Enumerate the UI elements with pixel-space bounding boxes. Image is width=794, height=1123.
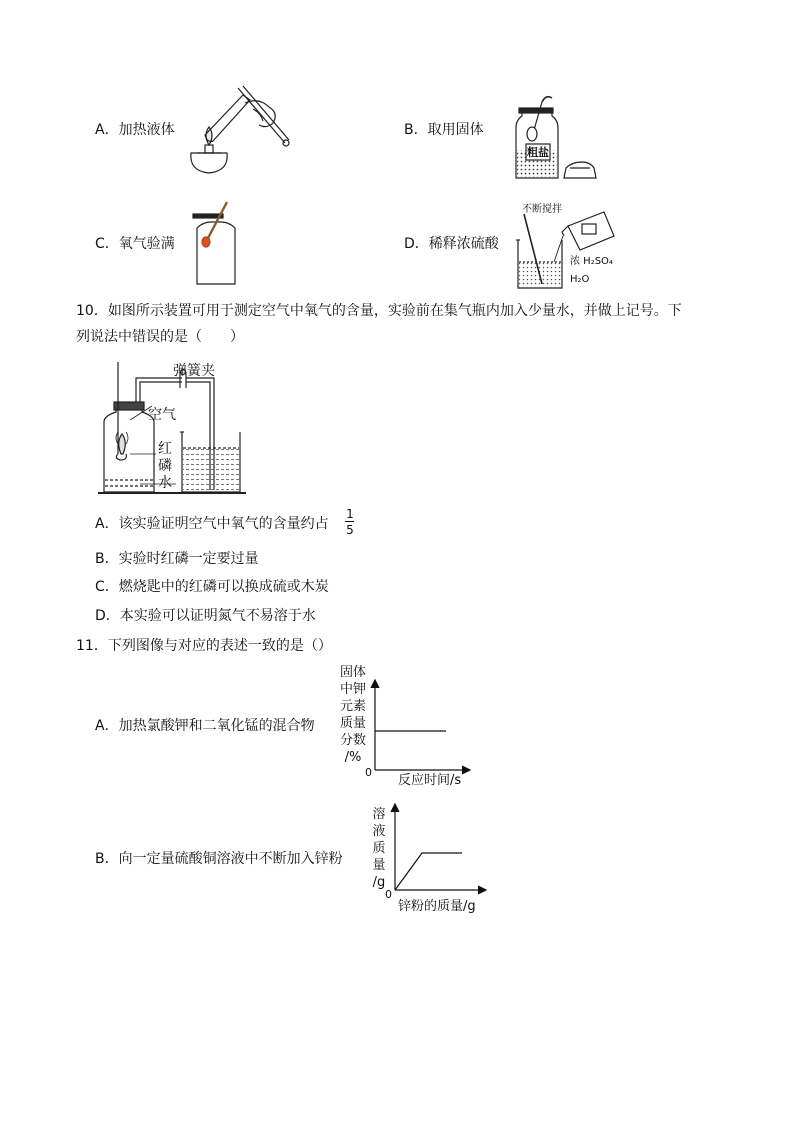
q10-option-d: D．本实验可以证明氮气不易溶于水 [95, 608, 316, 624]
graph-b [390, 800, 490, 896]
clip-label: 弹簧夹 [173, 363, 215, 379]
oxygen-test-figure [189, 200, 244, 290]
q10-option-c: C．燃烧匙中的红磷可以换成硫或木炭 [95, 579, 329, 595]
q9-option-d: D．稀释浓硫酸 [404, 236, 499, 252]
graph-b-line [395, 853, 462, 890]
graph-b-ylabel: 溶 液 质 量 /g [372, 807, 386, 890]
graph-b-origin: 0 [385, 888, 392, 901]
fraction-denominator: 5 [346, 523, 354, 537]
q9-option-c: C．氧气验满 [95, 236, 175, 252]
q9-option-b: B．取用固体 [404, 122, 484, 138]
q10-option-a: A．该实验证明空气中氧气的含量约占 [95, 516, 329, 532]
taking-solid-figure [512, 92, 602, 184]
q9-option-a: A．加热液体 [95, 122, 175, 138]
water-label-q10: 水 [158, 475, 172, 491]
q11-option-a: A．加热氯酸钾和二氧化锰的混合物 [95, 718, 315, 734]
q10-stem-line2: 列说法中错误的是（ ） [76, 329, 244, 345]
red-label: 红 [158, 441, 172, 457]
phosphorus-label: 磷 [158, 458, 172, 474]
q10-option-b: B．实验时红磷一定要过量 [95, 551, 259, 567]
graph-a-ylabel: 固体 中钾 元素 质量 分数 /% [339, 665, 366, 765]
heating-liquid-figure [183, 83, 293, 178]
fraction-bar [345, 521, 354, 522]
graph-b-x-arrow [478, 886, 486, 894]
graph-b-xlabel: 锌粉的质量/g [398, 899, 476, 914]
acid-label: 浓 H₂SO₄ [570, 256, 613, 267]
graph-a-xlabel: 反应时间/s [398, 773, 462, 788]
bottle-label: 粗盐 [527, 146, 549, 159]
graph-a [370, 676, 474, 776]
air-label: 空气 [148, 407, 176, 423]
q11-option-b: B．向一定量硫酸铜溶液中不断加入锌粉 [95, 851, 343, 867]
fraction-numerator: 1 [346, 507, 354, 521]
oxygen-content-apparatus [96, 362, 256, 498]
graph-a-y-arrow [371, 680, 379, 688]
graph-a-x-arrow [462, 766, 470, 774]
water-label: H₂O [570, 274, 590, 285]
q10-stem-line1: 10．如图所示装置可用于测定空气中氧气的含量，实验前在集气瓶内加入少量水，并做上记号。下 [76, 303, 682, 319]
q11-stem: 11．下列图像与对应的表述一致的是（） [76, 638, 332, 654]
graph-a-origin: 0 [365, 766, 372, 779]
graph-b-y-arrow [391, 804, 399, 812]
stir-label: 不断搅拌 [522, 204, 562, 215]
